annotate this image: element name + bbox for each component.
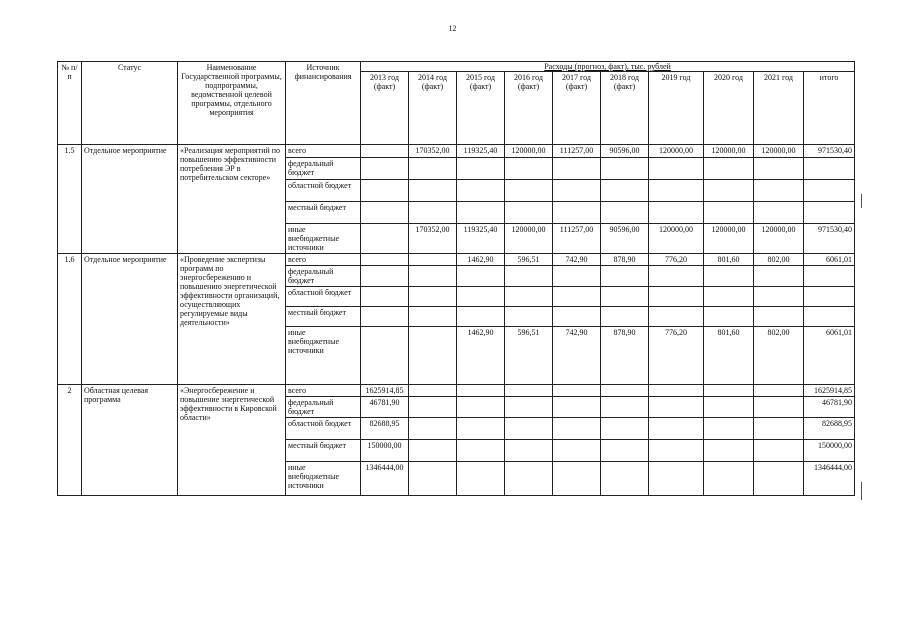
row-value	[601, 287, 649, 307]
row-value: 120000,00	[505, 224, 553, 254]
row-source: иные внебюджетные источники	[286, 327, 361, 385]
row-value	[704, 307, 754, 327]
header-year	[804, 72, 855, 145]
row-value	[361, 287, 409, 307]
row-value	[409, 462, 457, 496]
row-source: местный бюджет	[286, 202, 361, 224]
row-value: 801,60	[704, 254, 754, 266]
row-value	[409, 287, 457, 307]
row-value	[505, 418, 553, 440]
row-value: 90596,00	[601, 224, 649, 254]
row-value: 82688,95	[361, 418, 409, 440]
row-value: 971530,40	[804, 145, 855, 158]
row-value	[649, 307, 704, 327]
header-year-label: 2018 год	[610, 73, 639, 82]
header-status: Статус	[82, 62, 178, 145]
row-value	[804, 307, 855, 327]
row-value	[601, 307, 649, 327]
row-value	[553, 180, 601, 202]
header-year	[601, 72, 649, 145]
row-source: местный бюджет	[286, 440, 361, 462]
page-number: 12	[448, 24, 457, 33]
row-value	[704, 180, 754, 202]
row-value: 1462,90	[457, 254, 505, 266]
header-year	[649, 72, 704, 145]
header-year-note: (факт)	[373, 82, 396, 91]
row-value	[361, 327, 409, 385]
row-value	[505, 266, 553, 287]
row-name: «Проведение экспертизы программ по энергосбережению и повышению энергетической эффективности организаций, осуществляющих регулируемые виды деятельности»	[178, 254, 286, 385]
header-year-note: (факт)	[469, 82, 492, 91]
header-source: Источник финансирования	[286, 62, 361, 145]
row-value	[457, 462, 505, 496]
row-value	[409, 254, 457, 266]
row-value	[361, 266, 409, 287]
row-value	[457, 440, 505, 462]
header-year	[505, 72, 553, 145]
row-value	[601, 418, 649, 440]
row-no: 1.5	[58, 145, 82, 254]
row-value: 120000,00	[704, 145, 754, 158]
header-year-note: (факт)	[517, 82, 540, 91]
row-value	[409, 158, 457, 180]
row-source: федеральный бюджет	[286, 266, 361, 287]
row-value	[361, 307, 409, 327]
row-value	[505, 397, 553, 418]
row-value	[601, 397, 649, 418]
margin-mark	[861, 194, 862, 208]
row-source: областной бюджет	[286, 180, 361, 202]
header-year-label: 2020 год	[714, 73, 743, 82]
row-value	[649, 462, 704, 496]
header-year	[754, 72, 804, 145]
row-value	[409, 440, 457, 462]
row-value	[505, 180, 553, 202]
row-name: «Энергосбережение и повышение энергетической эффективности в Кировской области»	[178, 385, 286, 496]
row-status: Отдельное мероприятие	[82, 254, 178, 385]
row-value	[505, 287, 553, 307]
row-value: 596,51	[505, 327, 553, 385]
row-value	[553, 397, 601, 418]
row-value	[649, 180, 704, 202]
row-value	[553, 385, 601, 397]
row-value: 878,90	[601, 327, 649, 385]
row-value: 6061,01	[804, 327, 855, 385]
row-value: 111257,00	[553, 224, 601, 254]
row-value	[704, 462, 754, 496]
row-no: 1.6	[58, 254, 82, 385]
row-value	[601, 385, 649, 397]
row-value	[457, 385, 505, 397]
row-value	[409, 327, 457, 385]
row-value: 120000,00	[704, 224, 754, 254]
row-value: 776,20	[649, 254, 704, 266]
header-no: № п/п	[58, 62, 82, 145]
row-value	[361, 224, 409, 254]
row-value	[601, 462, 649, 496]
row-value	[649, 440, 704, 462]
row-value	[361, 202, 409, 224]
row-value: 1346444,00	[361, 462, 409, 496]
row-value	[505, 202, 553, 224]
header-year-label: 2016 год	[514, 73, 543, 82]
row-value: 1625914,85	[361, 385, 409, 397]
row-source: местный бюджет	[286, 307, 361, 327]
row-value	[457, 266, 505, 287]
header-year	[457, 72, 505, 145]
row-value	[649, 385, 704, 397]
row-value: 170352,00	[409, 224, 457, 254]
row-value	[553, 418, 601, 440]
row-value	[553, 462, 601, 496]
row-value	[754, 462, 804, 496]
row-value	[457, 158, 505, 180]
row-source: иные внебюджетные источники	[286, 462, 361, 496]
row-value	[553, 158, 601, 180]
row-value	[505, 307, 553, 327]
row-value: 776,20	[649, 327, 704, 385]
row-value	[754, 287, 804, 307]
header-year-note: (факт)	[613, 82, 636, 91]
row-value: 971530,40	[804, 224, 855, 254]
row-value: 120000,00	[649, 145, 704, 158]
row-name: «Реализация мероприятий по повышению эффективности потребления ЭР в потребительском секторе»	[178, 145, 286, 254]
row-value	[505, 440, 553, 462]
row-source: всего	[286, 254, 361, 266]
row-value	[649, 202, 704, 224]
header-year-note: (факт)	[565, 82, 588, 91]
row-value	[601, 180, 649, 202]
row-value	[601, 266, 649, 287]
row-value	[457, 202, 505, 224]
row-value: 90596,00	[601, 145, 649, 158]
header-year-label: 2019 год	[661, 73, 691, 82]
row-source: всего	[286, 145, 361, 158]
row-value	[804, 158, 855, 180]
row-value	[754, 202, 804, 224]
row-value	[457, 418, 505, 440]
header-year-label: 2017 год	[562, 73, 591, 82]
row-value	[409, 385, 457, 397]
row-value: 120000,00	[754, 224, 804, 254]
row-value	[649, 266, 704, 287]
row-value	[649, 397, 704, 418]
row-value	[754, 307, 804, 327]
row-value	[704, 385, 754, 397]
row-value: 1625914,85	[804, 385, 855, 397]
margin-mark	[861, 482, 862, 500]
row-value	[361, 158, 409, 180]
row-value	[457, 307, 505, 327]
row-value	[553, 287, 601, 307]
row-value: 802,00	[754, 327, 804, 385]
row-value: 111257,00	[553, 145, 601, 158]
budget-table	[57, 61, 855, 496]
row-value: 82688,95	[804, 418, 855, 440]
row-value	[409, 202, 457, 224]
row-value	[754, 418, 804, 440]
row-value: 6061,01	[804, 254, 855, 266]
row-value	[804, 180, 855, 202]
header-year-note: (факт)	[421, 82, 444, 91]
row-value	[804, 266, 855, 287]
row-value	[505, 158, 553, 180]
row-value: 46781,90	[361, 397, 409, 418]
row-value	[457, 397, 505, 418]
row-source: областной бюджет	[286, 418, 361, 440]
row-value	[704, 158, 754, 180]
row-value	[553, 202, 601, 224]
row-value: 742,90	[553, 327, 601, 385]
table-row	[58, 385, 855, 397]
row-source: иные внебюджетные источники	[286, 224, 361, 254]
row-value: 596,51	[505, 254, 553, 266]
row-value: 119325,40	[457, 224, 505, 254]
row-value: 120000,00	[754, 145, 804, 158]
header-expenses	[361, 62, 855, 72]
row-value	[409, 307, 457, 327]
row-value: 742,90	[553, 254, 601, 266]
row-no: 2	[58, 385, 82, 496]
row-value	[704, 440, 754, 462]
row-source: федеральный бюджет	[286, 158, 361, 180]
row-source: областной бюджет	[286, 287, 361, 307]
row-value	[601, 440, 649, 462]
table-row	[58, 254, 855, 266]
row-value: 878,90	[601, 254, 649, 266]
row-value: 46781,90	[804, 397, 855, 418]
row-value	[505, 385, 553, 397]
expenses-title: Расходы (прогноз, факт), тыс. рублей	[544, 62, 671, 71]
header-year	[361, 72, 409, 145]
row-value: 802,00	[754, 254, 804, 266]
row-value	[804, 202, 855, 224]
row-value	[601, 202, 649, 224]
row-value	[649, 287, 704, 307]
header-year-label: 2014 год	[418, 73, 447, 82]
row-value: 150000,00	[361, 440, 409, 462]
row-value: 1462,90	[457, 327, 505, 385]
row-value	[409, 266, 457, 287]
row-value: 119325,40	[457, 145, 505, 158]
header-year-label: 2015 год	[466, 73, 495, 82]
header-year-label: 2013 год	[370, 73, 399, 82]
row-value	[457, 287, 505, 307]
row-value	[754, 266, 804, 287]
row-value	[704, 397, 754, 418]
row-value	[704, 418, 754, 440]
row-value	[704, 202, 754, 224]
header-name: Наименование Государственной программы, подпрограммы, ведомственной целевой программы, отдельного мероприятия	[178, 62, 286, 145]
row-value	[553, 266, 601, 287]
row-value	[649, 158, 704, 180]
row-value	[704, 266, 754, 287]
row-value	[457, 180, 505, 202]
header-year	[409, 72, 457, 145]
header-year	[553, 72, 601, 145]
header-year-label: 2021 год	[764, 73, 793, 82]
row-value: 801,60	[704, 327, 754, 385]
row-value: 1346444,00	[804, 462, 855, 496]
row-value	[409, 180, 457, 202]
row-value	[361, 254, 409, 266]
table-row	[58, 145, 855, 158]
row-source: федеральный бюджет	[286, 397, 361, 418]
row-value	[704, 287, 754, 307]
row-value	[804, 287, 855, 307]
row-value	[361, 145, 409, 158]
row-value	[409, 397, 457, 418]
row-status: Областная целевая программа	[82, 385, 178, 496]
row-value: 120000,00	[505, 145, 553, 158]
row-source: всего	[286, 385, 361, 397]
row-value	[754, 158, 804, 180]
row-value: 150000,00	[804, 440, 855, 462]
row-value	[754, 397, 804, 418]
row-value	[754, 440, 804, 462]
row-status: Отдельное мероприятие	[82, 145, 178, 254]
header-year	[704, 72, 754, 145]
row-value	[754, 180, 804, 202]
header-year-label: итого	[819, 73, 839, 82]
row-value	[754, 385, 804, 397]
row-value	[553, 440, 601, 462]
row-value: 170352,00	[409, 145, 457, 158]
row-value	[505, 462, 553, 496]
row-value: 120000,00	[649, 224, 704, 254]
row-value	[409, 418, 457, 440]
row-value	[553, 307, 601, 327]
row-value	[361, 180, 409, 202]
row-value	[601, 158, 649, 180]
row-value	[649, 418, 704, 440]
